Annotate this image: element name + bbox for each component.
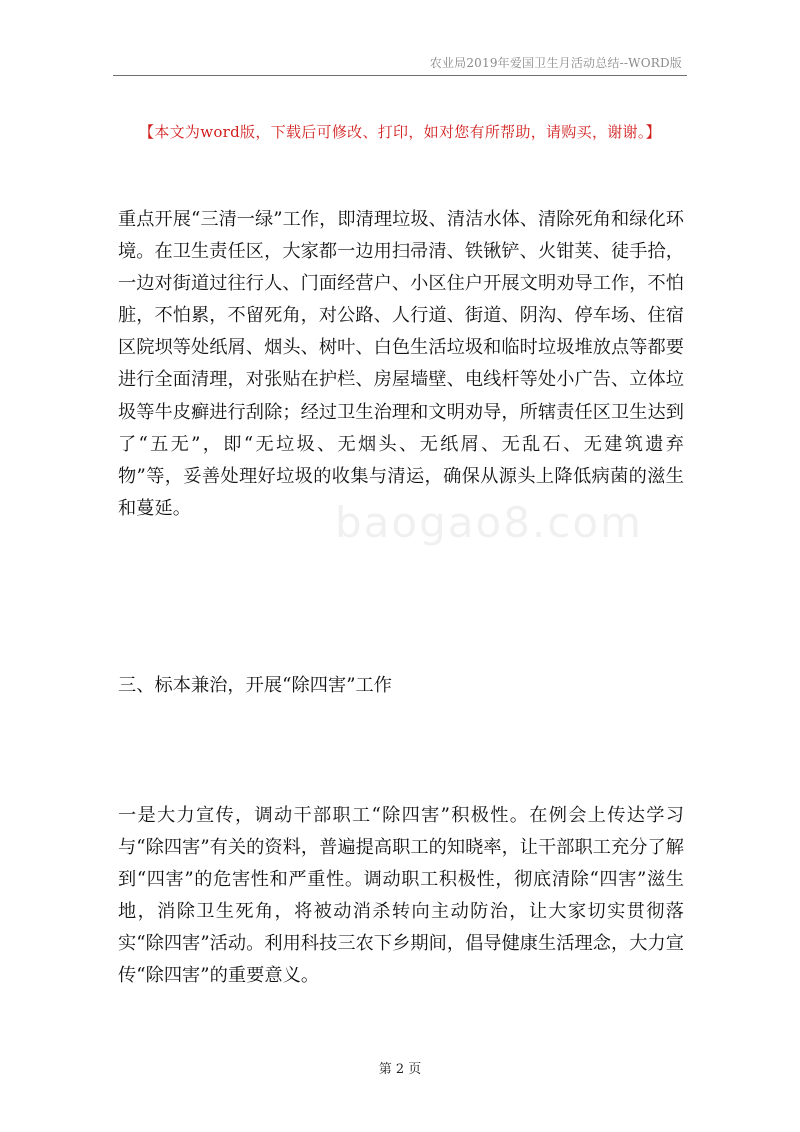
- section-heading: 三、标本兼治，开展“除四害”工作: [118, 675, 393, 696]
- watermark: baogao8.com: [335, 498, 643, 547]
- body-paragraph: 一是大力宣传，调动干部职工“除四害”积极性。在例会上传达学习与“除四害”有关的资料，普遍提高职工的知晓率，让干部职工充分了解到“四害”的危害性和严重性。调动职工积极性，彻底清除“四害”滋生地，消除卫生死角，将被动消杀转向主动防治，让大家切实贯彻落实“除四害”活动。利用科技三农下乡期间，倡导健康生活理念，大力宣传“除四害”的重要意义。: [118, 805, 684, 987]
- body-paragraph: 重点开展“三清一绿”工作，即清理垃圾、清洁水体、清除死角和绿化环境。在卫生责任区，大家都一边用扫帚清、铁锹铲、火钳荚、徒手拾，一边对街道过往行人、门面经营户、小区住户开展文明劝导工作，不怕脏，不怕累，不留死角，对公路、人行道、街道、阴沟、停车场、住宿区院坝等处纸屑、烟头、树叶、白色生活垃圾和临时垃圾堆放点等都要进行全面清理，对张贴在护栏、房屋墙壁、电线杆等处小广告、立体垃圾等牛皮癣进行刮除；经过卫生治理和文明劝导，所辖责任区卫生达到了“五无”，即“无垃圾、无烟头、无纸屑、无乱石、无建筑遗弃物”等，妥善处理好垃圾的收集与清运，确保从源头上降低病菌的滋生和蔓延。: [118, 209, 684, 519]
- page-number: 第 2 页: [378, 1062, 422, 1077]
- running-header: 农业局2019年爱国卫生月活动总结--WORD版: [429, 56, 682, 70]
- header-divider: [113, 75, 687, 76]
- purchase-notice: 【本文为word版，下载后可修改、打印，如对您有所帮助，请购买，谢谢。】: [139, 123, 661, 141]
